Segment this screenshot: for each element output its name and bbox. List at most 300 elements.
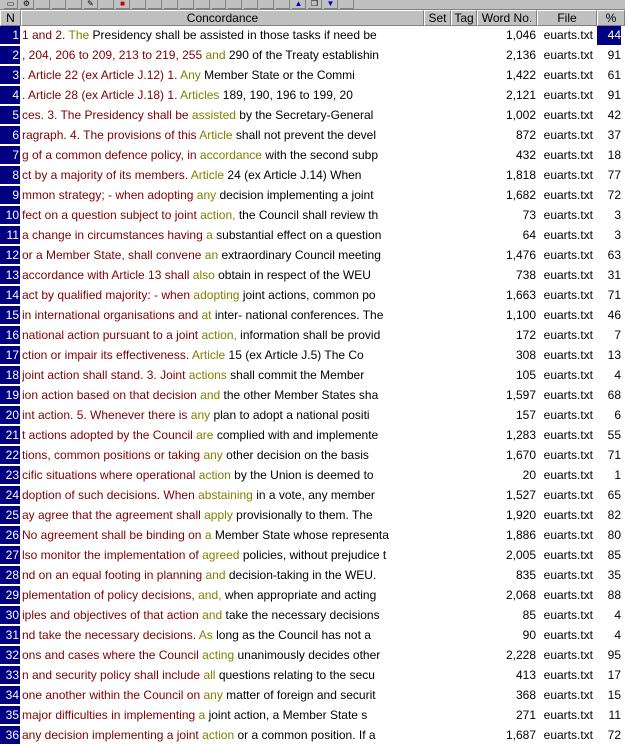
left-context: major difficulties in implementing [22,708,196,722]
word-number: 172 [515,328,536,342]
table-row[interactable] [0,46,625,66]
file-name: euarts.txt [543,328,593,342]
blank-icon[interactable] [260,0,274,9]
table-row[interactable] [0,666,625,686]
word-number: 85 [522,608,536,622]
concordance-line[interactable] [22,506,422,525]
left-context: cific situations where operational [22,468,196,482]
concordance-line[interactable] [22,26,422,45]
file-name: euarts.txt [543,408,593,422]
right-context: joint actions, common po [242,288,376,302]
row-number[interactable]: 33 [0,666,20,685]
concordance-line[interactable] [22,146,422,165]
column-header-tag[interactable]: Tag [451,10,477,26]
word-number: 1,886 [505,528,536,542]
table-row[interactable] [0,426,625,446]
left-context: . Article 28 (ex Article J.18) 1. [22,88,178,102]
blank-icon[interactable] [244,0,258,9]
file-name: euarts.txt [543,548,593,562]
concordance-line[interactable] [22,86,422,105]
word-number: 1,046 [505,28,536,42]
keyword: Article [199,128,233,142]
keyword: any [203,688,223,702]
row-number[interactable]: 3 [0,66,20,85]
table-row[interactable] [0,386,625,406]
percent-value: 71 [607,288,621,302]
left-context: lso monitor the implementation of [22,548,199,562]
word-number: 413 [515,668,536,682]
table-row[interactable] [0,506,625,526]
keyword: any [203,448,223,462]
file-name: euarts.txt [543,148,593,162]
file-name: euarts.txt [543,348,593,362]
table-row[interactable] [0,586,625,606]
word-number: 2,228 [505,648,536,662]
table-row[interactable] [0,26,625,46]
keyword: all [203,668,216,682]
right-context: when appropriate and acting [224,588,377,602]
row-number[interactable]: 2 [0,46,20,65]
right-context: unanimously decides other [237,648,381,662]
file-name: euarts.txt [543,268,593,282]
concordance-line[interactable] [22,666,422,685]
row-number[interactable]: 22 [0,446,20,465]
row-number[interactable]: 5 [0,106,20,125]
blank-icon[interactable] [180,0,194,9]
concordance-line[interactable] [22,406,422,425]
concordance-line[interactable] [22,266,422,285]
row-number[interactable]: 31 [0,626,20,645]
blank-icon[interactable] [36,0,50,9]
concordance-line[interactable] [22,206,422,225]
row-number[interactable]: 20 [0,406,20,425]
row-number[interactable]: 19 [0,386,20,405]
blank-icon[interactable] [276,0,290,9]
concordance-line[interactable] [22,466,422,485]
keyword: any [190,408,211,422]
percent-value: 4 [614,368,621,382]
concordance-line[interactable] [22,446,422,465]
row-number[interactable]: 34 [0,686,20,705]
right-context: the Council shall review th [238,208,379,222]
left-context: ct by a majority of its members. [22,168,189,182]
right-context: extraordinary Council meeting [221,248,381,262]
keyword: action, [201,328,237,342]
left-context: n and security policy shall include [22,668,201,682]
arrow-up-icon[interactable]: ▲ [292,0,306,9]
file-name: euarts.txt [543,388,593,402]
edit-icon[interactable]: ✎ [84,0,98,9]
table-row[interactable] [0,186,625,206]
word-number: 1,818 [505,168,536,182]
right-context: take the necessary decisions [225,608,380,622]
word-number: 157 [515,408,536,422]
file-name: euarts.txt [543,448,593,462]
word-number: 2,005 [505,548,536,562]
right-context: with the second subp [265,148,379,162]
table-row[interactable] [0,226,625,246]
table-row[interactable] [0,266,625,286]
arrow-down-icon[interactable]: ▼ [324,0,338,9]
percent-value: 71 [607,448,621,462]
percent-value: 65 [607,488,621,502]
file-name: euarts.txt [543,608,593,622]
right-context: 189, 190, 196 to 199, 20 [222,88,353,102]
row-number[interactable]: 8 [0,166,20,185]
word-number: 1,002 [505,108,536,122]
percent-value: 77 [607,168,621,182]
left-context: ction or impair its effectiveness. [22,348,190,362]
keyword: agreed [202,548,240,562]
blank-icon[interactable] [212,0,226,9]
row-number[interactable]: 10 [0,206,20,225]
concordance-line[interactable] [22,186,422,205]
left-context: t actions adopted by the Council [22,428,193,442]
file-name: euarts.txt [543,128,593,142]
table-row[interactable] [0,86,625,106]
column-header-percent[interactable]: % [597,10,625,26]
file-name: euarts.txt [543,728,593,742]
row-number[interactable]: 30 [0,606,20,625]
concordance-line[interactable] [22,326,422,345]
row-number[interactable]: 25 [0,506,20,525]
keyword: acting [202,648,235,662]
percent-value: 82 [607,508,621,522]
keyword: and, [198,588,222,602]
column-header-set[interactable]: Set [424,10,451,26]
concordance-line[interactable] [22,606,422,625]
word-number: 1,920 [505,508,536,522]
blank-icon[interactable] [340,0,354,9]
file-name: euarts.txt [543,308,593,322]
table-row[interactable] [0,706,625,726]
file-name: euarts.txt [543,648,593,662]
column-header-concordance[interactable]: Concordance [21,10,424,26]
file-name: euarts.txt [543,248,593,262]
percent-value: 7 [614,328,621,342]
concordance-line[interactable] [22,626,422,645]
table-row[interactable] [0,346,625,366]
row-number[interactable]: 27 [0,546,20,565]
file-name: euarts.txt [543,508,593,522]
word-number: 271 [515,708,536,722]
row-number[interactable]: 15 [0,306,20,325]
percent-value: 15 [607,688,621,702]
file-name: euarts.txt [543,628,593,642]
left-context: doption of such decisions. When [22,488,195,502]
concordance-line[interactable] [22,46,422,65]
row-number[interactable]: 29 [0,586,20,605]
left-context: act by qualified majority: - when [22,288,191,302]
concordance-line[interactable] [22,546,422,565]
percent-value: 95 [607,648,621,662]
right-context: policies, without prejudice t [242,548,387,562]
concordance-line[interactable] [22,286,422,305]
row-number[interactable]: 16 [0,326,20,345]
concordance-line[interactable] [22,686,422,705]
row-number[interactable]: 17 [0,346,20,365]
word-number: 1,663 [505,288,536,302]
row-number[interactable]: 4 [0,86,20,105]
blank-icon[interactable] [196,0,210,9]
percent-value: 11 [608,708,621,722]
percent-value: 35 [607,568,621,582]
keyword: and [205,568,226,582]
left-context: No agreement shall be binding on [22,528,202,542]
table-row[interactable] [0,466,625,486]
word-number: 308 [515,348,536,362]
blank-icon[interactable] [132,0,146,9]
concordance-line[interactable] [22,106,422,125]
blank-icon[interactable] [52,0,66,9]
right-context: complied with and implemente [216,428,379,442]
word-number: 1,283 [505,428,536,442]
percent-value: 17 [607,668,621,682]
row-number[interactable]: 9 [0,186,20,205]
concordance-line[interactable] [22,66,422,85]
left-context: in international organisations and [22,308,199,322]
percent-value: 3 [614,228,621,242]
left-context: tions, common positions or taking [22,448,201,462]
right-context: shall not prevent the devel [235,128,376,142]
left-context: mmon strategy; - when adopting [22,188,194,202]
right-context: by the Union is deemed to [234,468,374,482]
right-context: the other Member States sha [223,388,379,402]
left-context: one another within the Council on [22,688,201,702]
concordance-line[interactable] [22,346,422,365]
word-number: 2,121 [505,88,536,102]
word-number: 1,422 [505,68,536,82]
row-number[interactable]: 32 [0,646,20,665]
file-name: euarts.txt [543,28,593,42]
percent-value: 61 [607,68,621,82]
gear-icon[interactable]: ⚙ [20,0,34,9]
concordance-line[interactable] [22,526,422,545]
right-context: long as the Council has not a [216,628,371,642]
file-name: euarts.txt [543,68,593,82]
row-number[interactable]: 35 [0,706,20,725]
keyword: a [198,708,206,722]
concordance-line[interactable] [22,246,422,265]
left-context: national action pursuant to a joint [22,328,199,342]
keyword: accordance [199,148,262,162]
concordance-line[interactable] [22,306,422,325]
table-row[interactable] [0,246,625,266]
left-context: g of a common defence policy, in [22,148,197,162]
table-row[interactable] [0,486,625,506]
window-icon[interactable]: ▭ [4,0,18,9]
percent-value: 63 [607,248,621,262]
concordance-line[interactable] [22,226,422,245]
column-header-file[interactable]: File [537,10,597,26]
percent-value: 37 [607,128,621,142]
keyword: and [200,388,221,402]
file-name: euarts.txt [543,688,593,702]
blank-icon[interactable] [100,0,114,9]
concordance-line[interactable] [22,366,422,385]
blank-icon[interactable] [228,0,242,9]
concordance-line[interactable] [22,426,422,445]
concordance-line[interactable] [22,126,422,145]
keyword: also [192,268,215,282]
file-name: euarts.txt [543,368,593,382]
word-number: 1,527 [505,488,536,502]
copy-icon[interactable]: ❐ [308,0,322,9]
table-row[interactable] [0,66,625,86]
blank-icon[interactable] [68,0,82,9]
column-header-word-no[interactable]: Word No. [477,10,537,26]
table-row[interactable] [0,626,625,646]
table-row[interactable] [0,286,625,306]
toolbar [0,0,625,10]
word-number: 738 [515,268,536,282]
table-row[interactable] [0,326,625,346]
keyword: adopting [193,288,240,302]
keyword: Any [180,68,201,82]
row-number[interactable]: 6 [0,126,20,145]
concordance-line[interactable] [22,386,422,405]
table-row[interactable] [0,206,625,226]
table-row[interactable] [0,106,625,126]
percent-value: 3 [614,208,621,222]
left-context: ons and cases where the Council [22,648,199,662]
percent-value: 46 [607,308,621,322]
row-number[interactable]: 11 [0,226,20,245]
percent-value: 80 [607,528,621,542]
concordance-line[interactable] [22,726,422,745]
keyword: and [205,48,226,62]
word-number: 1,100 [505,308,536,322]
left-context: or a Member State, shall convene [22,248,202,262]
left-context: ces. 3. The Presidency shall be [22,108,189,122]
right-context: Member State or the Commi [204,68,355,82]
row-number[interactable]: 18 [0,366,20,385]
keyword: any [196,188,217,202]
table-row[interactable] [0,366,625,386]
right-context: provisionally to them. The [236,508,373,522]
keyword: actions [188,368,227,382]
word-number: 1,682 [505,188,536,202]
right-context: shall commit the Member [230,368,365,382]
word-number: 1,597 [505,388,536,402]
concordance-list [0,26,625,746]
percent-value: 4 [614,608,621,622]
right-context: plan to adopt a national positi [213,408,370,422]
keyword: and [202,608,223,622]
keyword: a [206,228,213,242]
row-number[interactable]: 7 [0,146,20,165]
right-context: 24 (ex Article J.14) When [227,168,362,182]
right-context: by the Secretary-General [239,108,374,122]
percent-value: 4 [614,628,621,642]
file-name: euarts.txt [543,568,593,582]
table-row[interactable] [0,686,625,706]
percent-value: 91 [607,88,621,102]
row-number[interactable]: 21 [0,426,20,445]
percent-value: 44 [597,26,621,45]
stop-icon[interactable]: ■ [116,0,130,9]
right-context: other decision on the basis [226,448,369,462]
row-number[interactable]: 23 [0,466,20,485]
concordance-line[interactable] [22,586,422,605]
right-context: information shall be provid [240,328,381,342]
left-context: any decision implementing a joint [22,728,199,742]
row-number[interactable]: 24 [0,486,20,505]
row-number[interactable]: 13 [0,266,20,285]
left-context: 1 and 2. [22,28,66,42]
right-context: Presidency shall be assisted in those tasks if need be [92,28,377,42]
table-row[interactable] [0,126,625,146]
concordance-line[interactable] [22,566,422,585]
row-number[interactable]: 1 [0,26,20,45]
word-number: 1,670 [505,448,536,462]
concordance-line[interactable] [22,706,422,725]
table-row[interactable] [0,566,625,586]
left-context: iples and objectives of that action [22,608,199,622]
file-name: euarts.txt [543,228,593,242]
word-number: 90 [522,628,536,642]
keyword: an [204,248,219,262]
percent-value: 88 [607,588,621,602]
file-name: euarts.txt [543,528,593,542]
file-name: euarts.txt [543,168,593,182]
keyword: As [198,628,213,642]
file-name: euarts.txt [543,108,593,122]
percent-value: 68 [607,388,621,402]
percent-value: 6 [614,408,621,422]
blank-icon[interactable] [164,0,178,9]
concordance-line[interactable] [22,486,422,505]
table-row[interactable] [0,446,625,466]
right-context: 15 (ex Article J.5) The Co [228,348,364,362]
percent-value: 1 [614,468,621,482]
row-number[interactable]: 14 [0,286,20,305]
right-context: or a common position. If a [237,728,376,742]
right-context: obtain in respect of the WEU [218,268,371,282]
table-row[interactable] [0,606,625,626]
column-header-n[interactable]: N [0,10,21,26]
table-row[interactable] [0,166,625,186]
percent-value: 91 [607,48,621,62]
right-context: substantial effect on a question [216,228,382,242]
row-number[interactable]: 26 [0,526,20,545]
blank-icon[interactable] [148,0,162,9]
table-row[interactable] [0,146,625,166]
concordance-line[interactable] [22,166,422,185]
left-context: ay agree that the agreement shall [22,508,201,522]
percent-value: 18 [607,148,621,162]
row-number[interactable]: 36 [0,726,20,745]
keyword: Article [190,168,225,182]
word-number: 105 [515,368,536,382]
left-context: plementation of policy decisions, [22,588,195,602]
table-row[interactable] [0,646,625,666]
left-context: . Article 22 (ex Article J.12) 1. [22,68,178,82]
file-name: euarts.txt [543,428,593,442]
percent-value: 72 [607,188,621,202]
percent-value: 55 [607,428,621,442]
table-row[interactable] [0,526,625,546]
keyword: action [198,468,231,482]
row-number[interactable]: 12 [0,246,20,265]
table-row[interactable] [0,306,625,326]
table-row[interactable] [0,546,625,566]
keyword: action, [200,208,236,222]
row-number[interactable]: 28 [0,566,20,585]
table-row[interactable] [0,406,625,426]
table-row[interactable] [0,726,625,746]
percent-value: 42 [607,108,621,122]
